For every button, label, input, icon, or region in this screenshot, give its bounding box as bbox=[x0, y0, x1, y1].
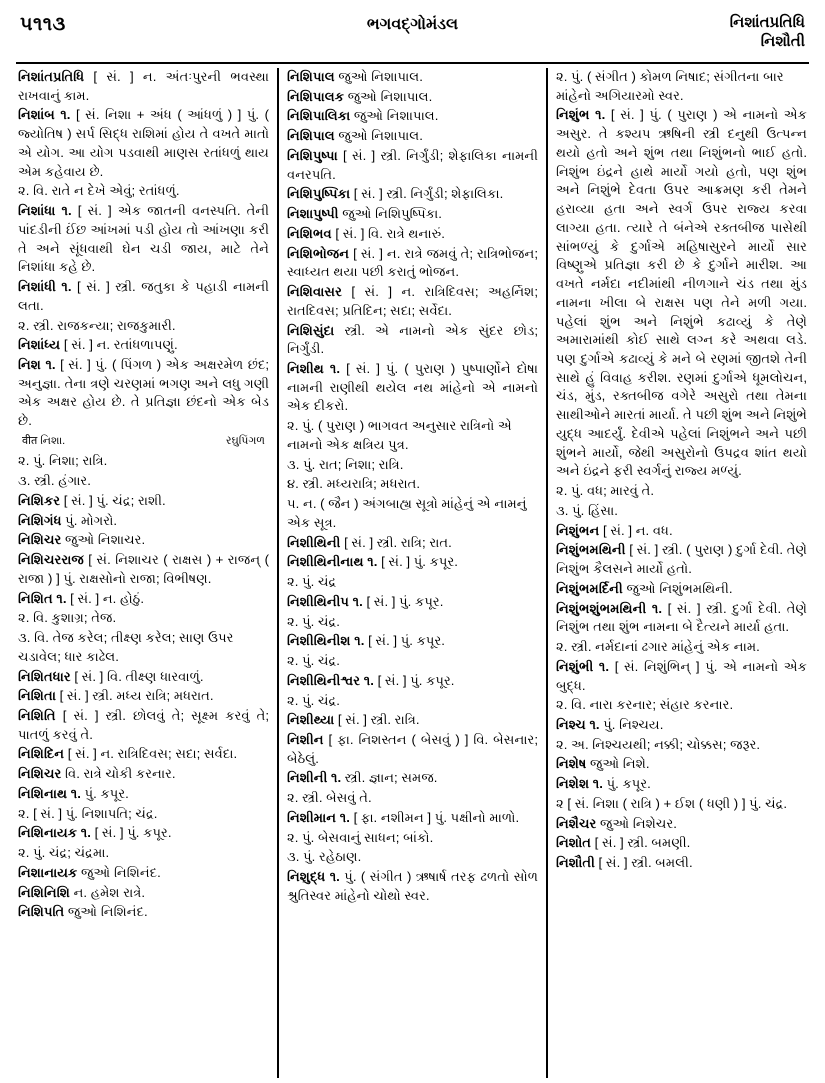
dictionary-entry bbox=[287, 553, 538, 572]
headword: નિશિનાયક ૧. bbox=[18, 825, 91, 841]
definition-text: [ સં. ] પું. કપૂર. bbox=[373, 672, 455, 688]
dictionary-sense bbox=[18, 844, 269, 863]
definition-text: જુઓ નિશુંભમથિની. bbox=[622, 580, 733, 596]
definition-text: પું. કપૂર. bbox=[602, 776, 651, 792]
headword: નિશુંભન bbox=[556, 522, 600, 538]
headword: નિશિપતિ bbox=[18, 904, 65, 920]
headword: નિશીન bbox=[287, 731, 324, 747]
dictionary-sense bbox=[287, 789, 538, 808]
dictionary-sense bbox=[287, 652, 538, 671]
headword: નિશ ૧. bbox=[18, 357, 56, 373]
dictionary-entry bbox=[287, 731, 538, 768]
dictionary-entry bbox=[556, 716, 807, 735]
dictionary-sense bbox=[287, 613, 538, 632]
definition-text: [ સં. ] સ્ત્રી. નિર્ગુંડી; શેફાલિકા. bbox=[350, 186, 504, 202]
dictionary-entry bbox=[287, 88, 538, 107]
headword: નિશિચર bbox=[18, 766, 62, 782]
page-header bbox=[16, 14, 809, 60]
definition-text: વિ. રાત્રે ચોકી કરનાર. bbox=[61, 766, 176, 782]
headword: નિશિપાલક bbox=[287, 88, 345, 104]
definition-text: ૩. વિ. તેજ કરેલ; તીક્ષ્ણ કરેલ; સાણ ઉપર ચડાવેલ; ધાર કાઢેલ. bbox=[18, 630, 234, 664]
dictionary-entry bbox=[287, 225, 538, 244]
definition-text: જુઓ નિશાપાલ. bbox=[344, 88, 433, 104]
headword: નિશોત bbox=[556, 835, 592, 851]
definition-text: [ સં. ] ન. વધ. bbox=[599, 522, 673, 538]
headword: નિશુંભી ૧. bbox=[556, 658, 610, 674]
definition-text: પું. મોગરો. bbox=[61, 512, 118, 528]
definition-text: જુઓ નિશાપાલ. bbox=[334, 128, 423, 144]
definition-text: [ સં. ] પું. કપૂર. bbox=[377, 554, 458, 570]
dictionary-entry bbox=[18, 903, 269, 922]
dictionary-entry bbox=[18, 707, 269, 744]
dictionary-entry bbox=[287, 809, 538, 828]
definition-text: [ સં. ] વિ. તીક્ષ્ણ ધારવાળું. bbox=[70, 668, 204, 684]
dictionary-entry bbox=[18, 765, 269, 784]
headword: નિશૈચર bbox=[556, 815, 597, 831]
definition-text: [ સં. ] સ્ત્રી. રાત્રિ; રાત. bbox=[340, 534, 452, 550]
dictionary-entry bbox=[287, 205, 538, 224]
column-1 bbox=[16, 68, 277, 1078]
headword: નિશિભોજન bbox=[287, 245, 350, 261]
dictionary-sense bbox=[287, 456, 538, 475]
definition-text: ૨. [ સં. ] પું. નિશાપતિ; ચંદ્ર. bbox=[18, 805, 158, 821]
definition-text: [ સં. ] સ્ત્રી. મધ્ય રાત્રિ; મધરાત. bbox=[55, 688, 214, 704]
headword: નિશુંભમર્દિની bbox=[556, 580, 623, 596]
definition-text: [ સં. ] પું. કપૂર. bbox=[362, 593, 444, 609]
definition-text: જુઓ નિશિપુષ્પિકા. bbox=[338, 206, 442, 222]
prosody-figure bbox=[18, 433, 269, 450]
dictionary-entry bbox=[18, 531, 269, 550]
dictionary-entry bbox=[18, 68, 269, 105]
figure-label-right: રઘુપિંગળ bbox=[225, 434, 265, 447]
definition-text: ૩. પું. હિંસા. bbox=[556, 502, 618, 518]
dictionary-entry bbox=[287, 245, 538, 282]
definition-text: [ સં. ] પું. ( પુરાણ ) પુષ્પાર્ણોને દોષા નામની રાણીથી થયેલ નથ માંહેનો એ નામનો એક દીકરો. bbox=[287, 361, 539, 414]
dictionary-entry bbox=[287, 360, 538, 416]
definition-text: ૪. સ્ત્રી. મધ્યરાત્રિ; મધરાત. bbox=[287, 476, 421, 492]
dictionary-sense bbox=[287, 475, 538, 494]
dictionary-sense bbox=[287, 417, 538, 454]
dictionary-entry bbox=[18, 745, 269, 764]
definition-text: ૨. પું. ચંદ્ર. bbox=[287, 613, 340, 629]
headword: નિશાંધા ૧. bbox=[18, 203, 72, 219]
definition-text: જુઓ નિશેચર. bbox=[596, 815, 677, 831]
dictionary-entry bbox=[18, 492, 269, 511]
definition-text: [ સં. ] પું. કપૂર. bbox=[90, 825, 172, 841]
dictionary-sense bbox=[18, 452, 269, 471]
dictionary-entry bbox=[18, 785, 269, 804]
dictionary-entry bbox=[556, 854, 807, 873]
headword: નિશીથ્યા bbox=[287, 712, 335, 728]
definition-text: ૩. પું. રહેઠાણ. bbox=[287, 849, 362, 865]
headword: નિશૌતી bbox=[556, 855, 595, 871]
dictionary-sense bbox=[18, 472, 269, 491]
dictionary-entry bbox=[556, 815, 807, 834]
headword: નિશિદિન bbox=[18, 746, 65, 762]
book-title: ભગવદ્ગોમંડલ bbox=[366, 16, 459, 33]
running-head bbox=[730, 14, 805, 52]
dictionary-entry bbox=[556, 522, 807, 541]
definition-text: ૨. પું. ( પુરાણ ) ભાગવત અનુસાર રાત્રિનો એ નામનો એક ક્ષત્રિય પુત્ર. bbox=[287, 418, 512, 452]
dictionary-sense bbox=[18, 629, 269, 666]
definition-text: [ સં. ] ન. રાત્રિદિવસ; સદા; સર્વદા. bbox=[64, 746, 238, 762]
headword: નિશાંતપ્રતિધિ bbox=[18, 69, 85, 84]
header-divider bbox=[16, 62, 809, 64]
dictionary-sense bbox=[287, 829, 538, 848]
dictionary-sense bbox=[556, 68, 807, 105]
dictionary-sense bbox=[556, 696, 807, 715]
column-3 bbox=[548, 68, 809, 1078]
headword: નિશિગંધ bbox=[18, 512, 62, 528]
dictionary-sense bbox=[287, 573, 538, 592]
text-columns bbox=[16, 68, 809, 1078]
headword: નિશીમાન ૧. bbox=[287, 809, 350, 825]
definition-text: [ સં. ] સ્ત્રી. બમણી. bbox=[591, 835, 691, 851]
definition-text: [ સં. ] સ્ત્રી. નિર્ગુંડી; શેફાલિકા નામની વનરપતિ. bbox=[287, 147, 538, 182]
dictionary-entry bbox=[18, 356, 269, 431]
headword: નિશિપુષ્પા bbox=[287, 147, 338, 163]
dictionary-entry bbox=[287, 868, 538, 905]
headword: નિશાંધી ૧. bbox=[18, 279, 72, 295]
dictionary-entry bbox=[287, 322, 538, 359]
headword: નિશાંબ ૧. bbox=[18, 107, 71, 123]
running-head-last-entry: નિશૌતી bbox=[760, 32, 805, 50]
dictionary-entry bbox=[18, 824, 269, 843]
definition-text: ન. હમેશ રાત્રે. bbox=[69, 884, 146, 900]
dictionary-entry bbox=[287, 127, 538, 146]
definition-text: ૨. પું. ચંદ્ર bbox=[287, 574, 337, 590]
headword: નિશેષ bbox=[556, 756, 587, 772]
headword: નિશિનાથ ૧. bbox=[18, 785, 81, 801]
headword: નિશિવાસર bbox=[287, 284, 342, 300]
dictionary-entry bbox=[18, 512, 269, 531]
dictionary-entry bbox=[287, 534, 538, 553]
running-head-first-entry: નિશાંતપ્રતિધિ bbox=[729, 14, 805, 31]
dictionary-sense bbox=[556, 482, 807, 501]
dictionary-entry bbox=[18, 106, 269, 181]
definition-text: [ સં. ] ન. રતાંધળાપણું. bbox=[60, 337, 178, 353]
definition-text: [ સં. ] પું. ( પુરાણ ) એ નામનો એક અસુર. તે કશ્યપ ઋષિની સ્ત્રી દનુથી ઉત્પન્ન થયો હતો અને શુંભ તથા નિશુંભનો ભાઈ હતો. નિશુંભ ઇંદ્રને હાથે માર્યો ગયો હતો, પણ શુંભ અને નિશુંભે દેવતા ઉપર આક્રમણ કરી તેમને હરાવ્યા હતા અને સ્વર્ગ ઉપર રાજ્ય કરવા લાગ્યા હતા. ત્યારે તે બંનેએ રક્તબીજ પાસેથી સાંભળ્યું કે દુર્ગાએ મહિષાસુરને માર્યો સાર વિષ્ણુએ પ્રતિજ્ઞા કરી છે કે દુર્ગાને મારીશ. આ વખતે નર્મદા નદીમાંથી નીળગાને ચંડ તથા મુંડ નામના ખીલા બે રાક્ષસ પણ તેને મળી ગયા. પહેલાં શુંભ અને નિશુંભે કઢાવ્યું કે તેણે અમારામાંથી કોઈ સાથે લગ્ન કરે અથવા લડે. પણ દુર્ગાએ કઢાવ્યું કે મને બે રણમાં જીતશે તેની સાથે હું વિવાહ કરીશ. રણમાં દુર્ગાએ ધૂમલોચન, ચંડ, મુંડ, રક્તબીજ વગેરે અસુરો તથા તેમના સાથીઓને મારતાં માર્યા. તે પછી શુંભ અને નિશુંભે યુદ્ધ આદર્યું. દેવીએ પહેલાં નિશુંભને અને પછી શુંભને માર્યો, જેથી અસુરોનો ઉપદ્રવ શાંત થયો અને ઇંદ્રને ફરી સ્વર્ગનું રાજ્ય મળ્યું. bbox=[556, 107, 807, 479]
dictionary-entry bbox=[287, 672, 538, 691]
headword: નિશાપુષ્પી bbox=[287, 206, 339, 222]
definition-text: [ સં. ] વિ. રાત્રે થનારું. bbox=[331, 225, 445, 241]
definition-text: ૨. પું. બેસવાનું સાધન; બાંકો. bbox=[287, 829, 434, 845]
definition-text: [ સં. ] સ્ત્રી. છોલવું તે; સૂક્ષ્મ કરવું તે; પાતળું કરવું તે. bbox=[18, 708, 269, 742]
headword: નિશ્ચ ૧. bbox=[556, 716, 600, 732]
definition-text: ૨. વિ. કુશાગ્ર; તેજ. bbox=[18, 610, 117, 626]
definition-text: ૫. ન. ( જૈન ) અંગબાહ્ય સૂત્રો માંહેનું એ નામનું એક સૂત્ર. bbox=[287, 496, 527, 530]
definition-text: [ સં. ] ન. અંતઃપુરની ભવસ્થા રાખવાનું કામ. bbox=[18, 69, 269, 103]
headword: નિશિપાલ bbox=[287, 128, 335, 144]
headword: નિશિપાલ bbox=[287, 69, 335, 84]
dictionary-sense bbox=[18, 805, 269, 824]
definition-text: પું. કપૂર. bbox=[80, 785, 129, 801]
definition-text: [ ફા. નિશસ્તન ( બેસવું ) ] વિ. બેસનાર; બેઠેલું. bbox=[287, 731, 538, 766]
headword: નિશિભવ bbox=[287, 225, 332, 241]
headword: નિશુંભમથિની bbox=[556, 542, 626, 558]
dictionary-entry bbox=[556, 106, 807, 481]
definition-text: [ સં. ] ન. હોઠું. bbox=[66, 590, 144, 606]
definition-text: ૨. પું. ચંદ્ર. bbox=[287, 653, 340, 669]
definition-text: [ સં. ] ન. રાત્રે જમવું તે; રાત્રિભોજન; સ્વાધ્યત થયા પછી કરાતું ભોજન. bbox=[287, 245, 538, 280]
headword: નિશિસુંદા bbox=[287, 322, 335, 338]
definition-text: [ સં. ] સ્ત્રી. ( પુરાણ ) દુર્ગા દેવી. તેણે નિશુંભ કૈલસને માર્યો હતો. bbox=[556, 542, 807, 577]
definition-text: [ સં. નિશાચર ( રાક્ષસ ) + રાજન્ ( રાજા ) ] પું. રાક્ષસોનો રાજા; વિભીષણ. bbox=[18, 552, 269, 586]
definition-text: જુઓ નિશાપાલ. bbox=[350, 108, 439, 124]
dictionary-entry bbox=[556, 541, 807, 578]
headword: નિશીથિની bbox=[287, 534, 341, 550]
dictionary-entry bbox=[18, 590, 269, 609]
dictionary-entry bbox=[556, 600, 807, 637]
definition-text: જુઓ નિશિનંદ. bbox=[64, 904, 148, 920]
headword: નિશિચર bbox=[18, 532, 62, 548]
headword: નિશિપાલિકા bbox=[287, 108, 351, 124]
headword: નિશીથિનીશ્વર ૧. bbox=[287, 672, 374, 688]
headword: નિશીથિનીશ ૧. bbox=[287, 633, 365, 649]
definition-text: [ સં. ] સ્ત્રી. દુર્ગા દેવી. તેણે નિશુંભ તથા શુંભ નામના બે દૈત્યને માર્યા હતા. bbox=[556, 600, 807, 635]
headword: નિશીથિનીનાથ ૧. bbox=[287, 554, 378, 570]
headword: નિશિનિશિ bbox=[18, 884, 70, 900]
figure-label-left: वीत નિશા. bbox=[22, 434, 66, 447]
dictionary-sense bbox=[287, 848, 538, 867]
dictionary-sense bbox=[287, 495, 538, 532]
definition-text: [ સં. ] સ્ત્રી. બમલી. bbox=[594, 855, 693, 871]
headword: નિશુંભશુંભમથિની ૧. bbox=[556, 600, 662, 616]
dictionary-sense bbox=[556, 638, 807, 657]
headword: નિશિતધાર bbox=[18, 668, 71, 684]
headword: નિશિપુષ્પિકા bbox=[287, 186, 351, 202]
dictionary-entry bbox=[556, 775, 807, 794]
definition-text: ૩. સ્ત્રી. હંગાર. bbox=[18, 473, 91, 489]
definition-text: ૨. સ્ત્રી. રાજકન્યા; રાજકુમારી. bbox=[18, 317, 176, 333]
dictionary-entry bbox=[18, 202, 269, 277]
column-2 bbox=[277, 68, 548, 1078]
headword: નિશાનાયક bbox=[18, 864, 78, 880]
dictionary-entry bbox=[287, 593, 538, 612]
definition-text: [ સં. ] સ્ત્રી. રાત્રિ. bbox=[334, 712, 420, 728]
definition-text: ૨. પું. ચંદ્ર. bbox=[287, 692, 340, 708]
definition-text: [ સં. ] એક જાતની વનસ્પતિ. તેની પાંદડીની ઈંછ આંખમાં પડી હોય તો આંખણા કરી તે અને સૂંધવાથી ઘેન ચડી જાય, માટે તેને નિશાંધા કહે છે. bbox=[18, 203, 269, 275]
dictionary-entry bbox=[18, 864, 269, 883]
dictionary-entry bbox=[18, 668, 269, 687]
headword: નિશુંભ ૧. bbox=[556, 107, 606, 123]
headword: નિશિતા bbox=[18, 688, 56, 704]
definition-text: [ સં. ] ન. રાત્રિદિવસ; અહર્નિશ; રાતદિવસ; પ્રતિદિન; સદા; સર્વેદા. bbox=[287, 284, 538, 318]
dictionary-entry bbox=[287, 632, 538, 651]
definition-text: જુઓ નિશે. bbox=[586, 756, 650, 772]
headword: નિશિતિ bbox=[18, 708, 56, 723]
page-number: ૫૧૧૩ bbox=[20, 14, 66, 35]
definition-text: ૨ [ સં. નિશા ( રાત્રિ ) + ઈશ ( ધણી ) ] પું. ચંદ્ર. bbox=[556, 795, 788, 811]
definition-text: [ સં. ] પું. ( પિંગળ ) એક અક્ષરમેળ છંદ; અનુજ્ઞા. તેના ત્રણે ચરણમાં ભગણ અને લધુ ગણી એક અક્ષર હોય છે. તે પ્રતિજ્ઞા છંદનો એક બેડ છે. bbox=[18, 357, 269, 429]
headword: નિશીની ૧. bbox=[287, 770, 342, 786]
dictionary-entry bbox=[556, 755, 807, 774]
definition-text: [ સં. ] પું. કપૂર. bbox=[364, 633, 445, 649]
definition-text: ૨. પું. ( સંગીત ) કોમળ નિષાદ; સંગીતના બાર માંહેનો અગિયારમો સ્વર. bbox=[556, 69, 784, 103]
dictionary-entry bbox=[287, 185, 538, 204]
dictionary-sense bbox=[18, 609, 269, 628]
dictionary-entry bbox=[287, 107, 538, 126]
headword: નિશીથિનીપ ૧. bbox=[287, 593, 363, 609]
definition-text: પું. ( સંગીત ) ઋષાર્ષ તરફ ઢળતો સોળ શ્રુતિસ્વર માંહેનો ચોથો સ્વર. bbox=[287, 869, 539, 903]
dictionary-entry bbox=[556, 580, 807, 599]
definition-text: ૨. પું. નિશા; રાત્રિ. bbox=[18, 453, 108, 469]
dictionary-sense bbox=[556, 795, 807, 814]
dictionary-entry bbox=[287, 283, 538, 320]
definition-text: ૨. સ્ત્રી. બેસવું તે. bbox=[287, 790, 372, 806]
definition-text: ૨. સ્ત્રી. નર્મદાનાં ઢગાર માંહેનું એક નામ. bbox=[556, 639, 760, 655]
dictionary-entry bbox=[18, 551, 269, 588]
dictionary-entry bbox=[18, 687, 269, 706]
dictionary-entry bbox=[18, 278, 269, 315]
definition-text: [ ફા. નશીમન ] પું. પક્ષીનો માળો. bbox=[349, 809, 520, 825]
definition-text: [ સં. નિશા + અંધ ( આંધળું ) ] પું. ( જ્યોતિષ ) સર્પ સિદ્ધ રાશિમાં હોય તે વખતે માતો એ યોગ. આ યોગ પડવાથી માણસ રતાંધળું થાય એમ કહેવાય છે. bbox=[18, 107, 269, 179]
dictionary-entry bbox=[287, 711, 538, 730]
definition-text: પું. નિશ્ચય. bbox=[599, 716, 664, 732]
headword: નિશુદ્ધ ૧. bbox=[287, 869, 340, 885]
definition-text: સ્ત્રી. જ્ઞાન; સમજ. bbox=[341, 770, 438, 786]
dictionary-sense bbox=[18, 182, 269, 201]
headword: નિશિચરરાજ bbox=[18, 552, 84, 568]
definition-text: ૩. પું. રાત; નિશા; રાત્રિ. bbox=[287, 456, 404, 472]
dictionary-entry bbox=[18, 336, 269, 355]
definition-text: ૨. વિ. નારા કરનાર; સંહાર કરનાર. bbox=[556, 697, 734, 713]
definition-text: જુઓ નિશાપાલ. bbox=[334, 69, 423, 84]
dictionary-entry bbox=[287, 147, 538, 184]
dictionary-entry bbox=[287, 769, 538, 788]
dictionary-entry bbox=[556, 658, 807, 695]
dictionary-sense bbox=[287, 692, 538, 711]
dictionary-entry bbox=[556, 834, 807, 853]
definition-text: જુઓ નિશિનંદ. bbox=[77, 864, 161, 880]
headword: નિશિત ૧. bbox=[18, 590, 67, 606]
definition-text: ૨. પું. વધ; મારવું તે. bbox=[556, 483, 655, 499]
definition-text: ૨. પું. ચંદ્ર; ચંદ્રમા. bbox=[18, 845, 110, 861]
definition-text: ૨. વિ. રાતે ન દેખે એવું; રતાંધળું. bbox=[18, 183, 180, 199]
headword: નિશિકર bbox=[18, 492, 61, 508]
dictionary-sense bbox=[18, 317, 269, 336]
dictionary-sense bbox=[556, 502, 807, 521]
definition-text: સ્ત્રી. એ નામનો એક સુંદર છોડ; નિર્ગુંડી. bbox=[287, 322, 538, 357]
dictionary-entry bbox=[287, 68, 538, 87]
definition-text: ૨. અ. નિશ્ચયથી; નક્કી; ચોક્કસ; જરૂર. bbox=[556, 736, 761, 752]
headword: નિશાંધ્ય bbox=[18, 337, 61, 353]
dictionary-entry bbox=[18, 884, 269, 903]
headword: નિશેશ ૧. bbox=[556, 776, 603, 792]
definition-text: જુઓ નિશાચર. bbox=[61, 532, 146, 548]
definition-text: [ સં. નિશુંભિન્ ] પું. એ નામનો એક બુદ્ધ. bbox=[556, 658, 807, 693]
dictionary-sense bbox=[556, 736, 807, 755]
definition-text: [ સં. ] સ્ત્રી. જતુકા કે પહાડી નામની લતા. bbox=[18, 279, 269, 313]
headword: નિશીથ ૧. bbox=[287, 361, 341, 377]
definition-text: [ સં. ] પું. ચંદ્ર; રાશી. bbox=[60, 492, 166, 508]
